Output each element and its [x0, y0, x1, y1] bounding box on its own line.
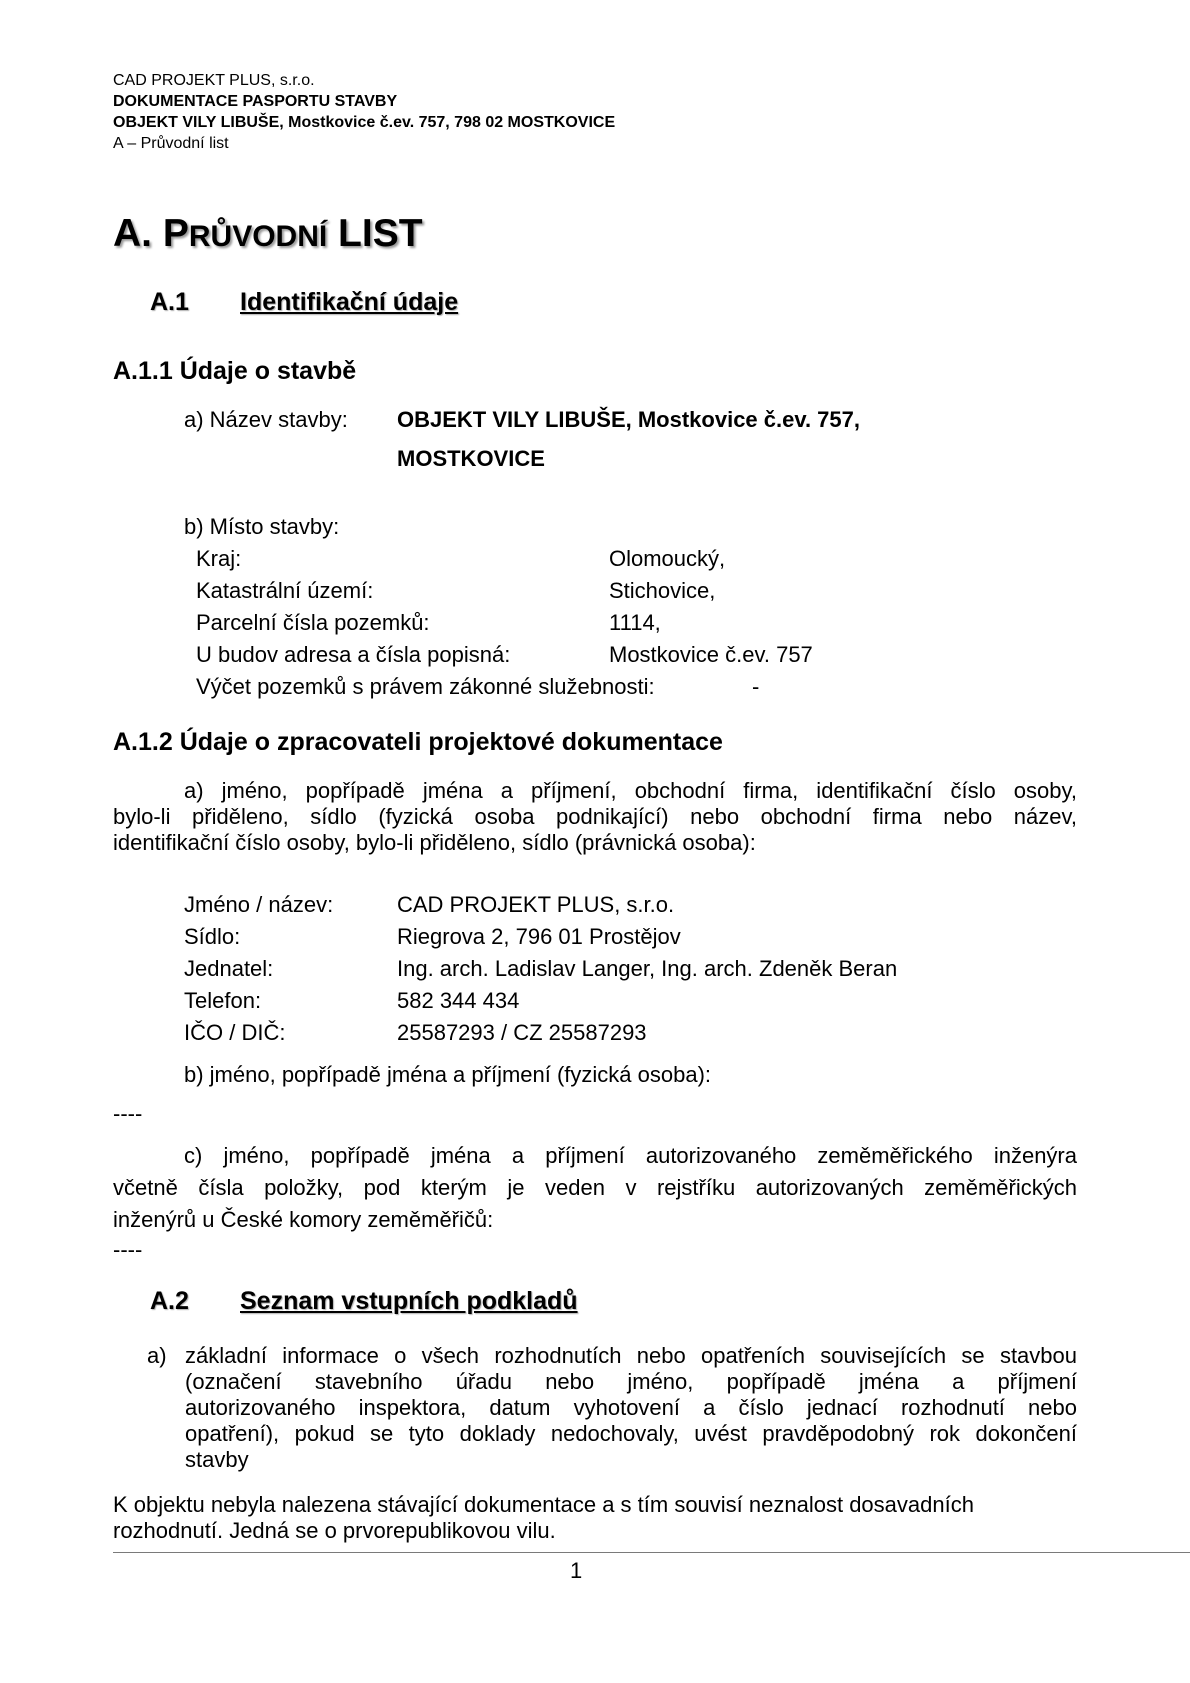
heading-a2-label: Seznam vstupních podkladů [240, 1287, 578, 1315]
para-line: identifikační číslo osoby, bylo-li přiděleno, sídlo (právnická osoba): [113, 830, 756, 855]
heading-a2 [150, 1287, 578, 1316]
para-line: inženýrů u České komory zeměměřičů: [113, 1207, 494, 1232]
page-number: 1 [570, 1558, 583, 1583]
heading-a11: A.1.1 Údaje o stavbě [113, 357, 357, 385]
list-line: opatření), pokud se tyto doklady nedochovaly, uvést pravděpodobný rok dokončení [185, 1421, 1077, 1446]
title-part1: RŮVODNÍ [188, 220, 328, 253]
place-key: Kraj: [196, 546, 242, 571]
heading-a1 [150, 288, 458, 317]
title-part2: LIST [327, 212, 423, 255]
closing-line-1: K objektu nebyla nalezena stávající dokumentace a s tím souvisí neznalost dosavadních [113, 1492, 974, 1517]
heading-a1-number: A.1 [150, 288, 189, 316]
para-a [113, 778, 1077, 856]
designer-key: Sídlo: [184, 924, 241, 949]
header-section: A – Průvodní list [113, 135, 229, 152]
dash-c: ---- [113, 1237, 143, 1262]
designer-key: IČO / DIČ: [184, 1020, 286, 1045]
list-line: základní informace o všech rozhodnutích nebo opatřeních souvisejících se stavbou [185, 1343, 1077, 1368]
building-name-value-2: MOSTKOVICE [397, 446, 545, 471]
header-doc-type: DOKUMENTACE PASPORTU STAVBY [113, 93, 398, 110]
header-object: OBJEKT VILY LIBUŠE, Mostkovice č.ev. 757, 798 02 MOSTKOVICE [113, 114, 616, 131]
place-value: 1114, [609, 610, 661, 635]
para-c [113, 1140, 1077, 1236]
servitude-key: Výčet pozemků s právem zákonné služebnosti: [196, 674, 655, 699]
designer-value: CAD PROJEKT PLUS, s.r.o. [397, 892, 675, 917]
para-line: c) jméno, popřípadě jména a příjmení autorizovaného zeměměřického inženýra [184, 1143, 1077, 1168]
title-prefix: A. P [113, 212, 189, 255]
header-company: CAD PROJEKT PLUS, s.r.o. [113, 72, 315, 89]
designer-value: 582 344 434 [397, 988, 520, 1013]
running-header [113, 70, 615, 154]
designer-value: Ing. arch. Ladislav Langer, Ing. arch. Zdeněk Beran [397, 956, 898, 981]
building-place-label: b) Místo stavby: [184, 514, 340, 539]
place-value: Stichovice, [609, 578, 716, 603]
designer-key: Jméno / název: [184, 892, 334, 917]
list-line: autorizovaného inspektora, datum vyhotovení a číslo jednací rozhodnutí nebo [185, 1395, 1077, 1420]
place-key: U budov adresa a čísla popisná: [196, 642, 511, 667]
para-line: a) jméno, popřípadě jména a příjmení, obchodní firma, identifikační číslo osoby, [184, 778, 1077, 803]
place-value: Olomoucký, [609, 546, 726, 571]
heading-a2-number: A.2 [150, 1287, 189, 1315]
list-line: (označení stavebního úřadu nebo jméno, popřípadě jména a příjmení [185, 1369, 1077, 1394]
closing-line-2: rozhodnutí. Jedná se o prvorepublikovou vilu. [113, 1518, 556, 1543]
designer-value: Riegrova 2, 796 01 Prostějov [397, 924, 681, 949]
designer-value: 25587293 / CZ 25587293 [397, 1020, 647, 1045]
heading-a1-label: Identifikační údaje [240, 288, 459, 316]
para-line: bylo-li přiděleno, sídlo (fyzická osoba podnikající) nebo obchodní firma nebo název, [113, 804, 1077, 829]
place-key: Parcelní čísla pozemků: [196, 610, 430, 635]
place-value: Mostkovice č.ev. 757 [609, 642, 813, 667]
building-name-value-1: OBJEKT VILY LIBUŠE, Mostkovice č.ev. 757, [397, 407, 860, 432]
list-item-a [147, 1343, 1077, 1478]
designer-key: Jednatel: [184, 956, 274, 981]
list-item-label: a) [147, 1343, 167, 1368]
designer-key: Telefon: [184, 988, 262, 1013]
heading-a12: A.1.2 Údaje o zpracovateli projektové dokumentace [113, 728, 723, 756]
place-key: Katastrální území: [196, 578, 374, 603]
para-b: b) jméno, popřípadě jména a příjmení (fyzická osoba): [184, 1062, 712, 1087]
footer-divider [113, 1552, 1190, 1553]
dash-b: ---- [113, 1101, 143, 1126]
list-line: stavby [185, 1447, 249, 1472]
building-name-label: a) Název stavby: [184, 407, 348, 432]
page-title [113, 212, 423, 256]
servitude-value: - [752, 674, 760, 699]
list-item-body [185, 1343, 1077, 1473]
para-line: včetně čísla položky, pod kterým je veden v rejstříku autorizovaných zeměměřických [113, 1175, 1077, 1200]
